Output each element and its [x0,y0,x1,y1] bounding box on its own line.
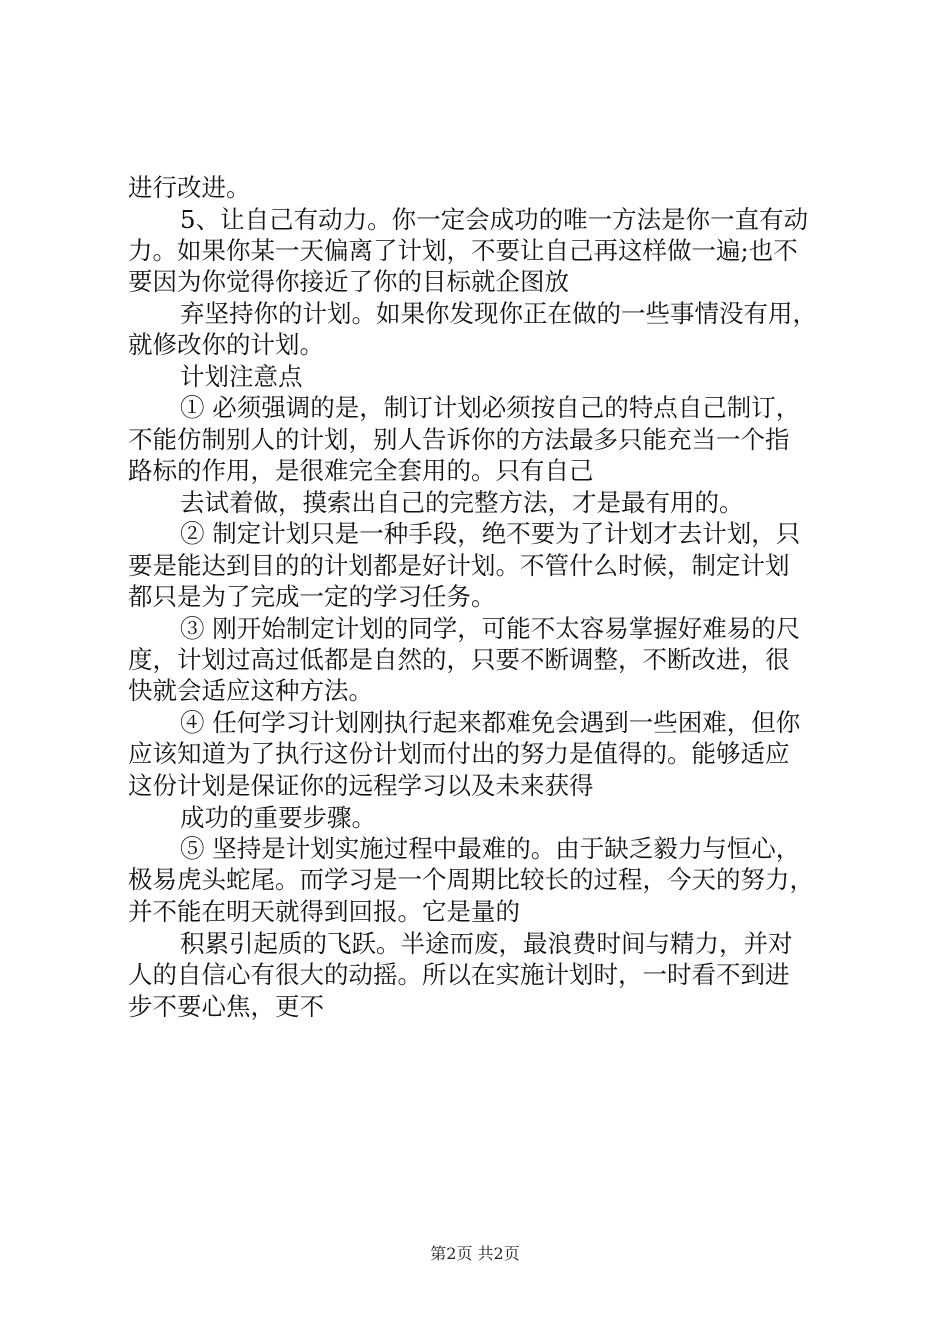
text-line: 积累引起质的飞跃。半途而废，最浪费时间与精力，并对 [180,929,793,958]
text-line: 去试着做，摸索出自己的完整方法，才是最有用的。 [180,488,744,517]
text-line: 并不能在明天就得到回报。它是量的 [128,897,520,926]
text-line: 力。如果你某一天偏离了计划，不要让自己再这样做一遍;也不 [128,236,798,265]
text-line: 进行改进。 [128,173,251,202]
text-line: 步不要心焦，更不 [128,992,324,1021]
text-line: 度，计划过高过低都是自然的，只要不断调整，不断改进，很 [128,645,790,674]
page-footer [0,1244,950,1264]
text-line: 成功的重要步骤。 [180,803,376,832]
text-line: 快就会适应这种方法。 [128,676,373,705]
text-line: ③ 刚开始制定计划的同学，可能不太容易掌握好难易的尺 [180,614,801,643]
text-line: 5、让自己有动力。你一定会成功的唯一方法是你一直有动 [180,205,809,234]
text-line: 就修改你的计划。 [128,330,324,359]
text-line: 要因为你觉得你接近了你的目标就企图放 [128,267,569,296]
text-line: 极易虎头蛇尾。而学习是一个周期比较长的过程，今天的努力， [128,865,814,894]
section-heading: 计划注意点 [180,362,303,391]
text-line: ② 制定计划只是一种手段，绝不要为了计划才去计划，只 [180,519,801,548]
text-line: 应该知道为了执行这份计划而付出的努力是值得的。能够适应 [128,739,790,768]
text-line: 人的自信心有很大的动摇。所以在实施计划时，一时看不到进 [128,960,790,989]
text-line: 不能仿制别人的计划，别人告诉你的方法最多只能充当一个指 [128,425,790,454]
text-line: 弃坚持你的计划。如果你发现你正在做的一些事情没有用， [180,299,817,328]
text-line: ④ 任何学习计划刚执行起来都难免会遇到一些困难，但你 [180,708,801,737]
page-number-label: 第2页 共2页 [430,1244,520,1263]
text-line: 要是能达到目的的计划都是好计划。不管什么时候，制定计划 [128,551,790,580]
text-line: ⑤ 坚持是计划实施过程中最难的。由于缺乏毅力与恒心， [180,834,801,863]
text-line: 都只是为了完成一定的学习任务。 [128,582,496,611]
text-line: ① 必须强调的是，制订计划必须按自己的特点自己制订， [180,393,801,422]
text-line: 路标的作用，是很难完全套用的。只有自己 [128,456,594,485]
text-line: 这份计划是保证你的远程学习以及未来获得 [128,771,594,800]
